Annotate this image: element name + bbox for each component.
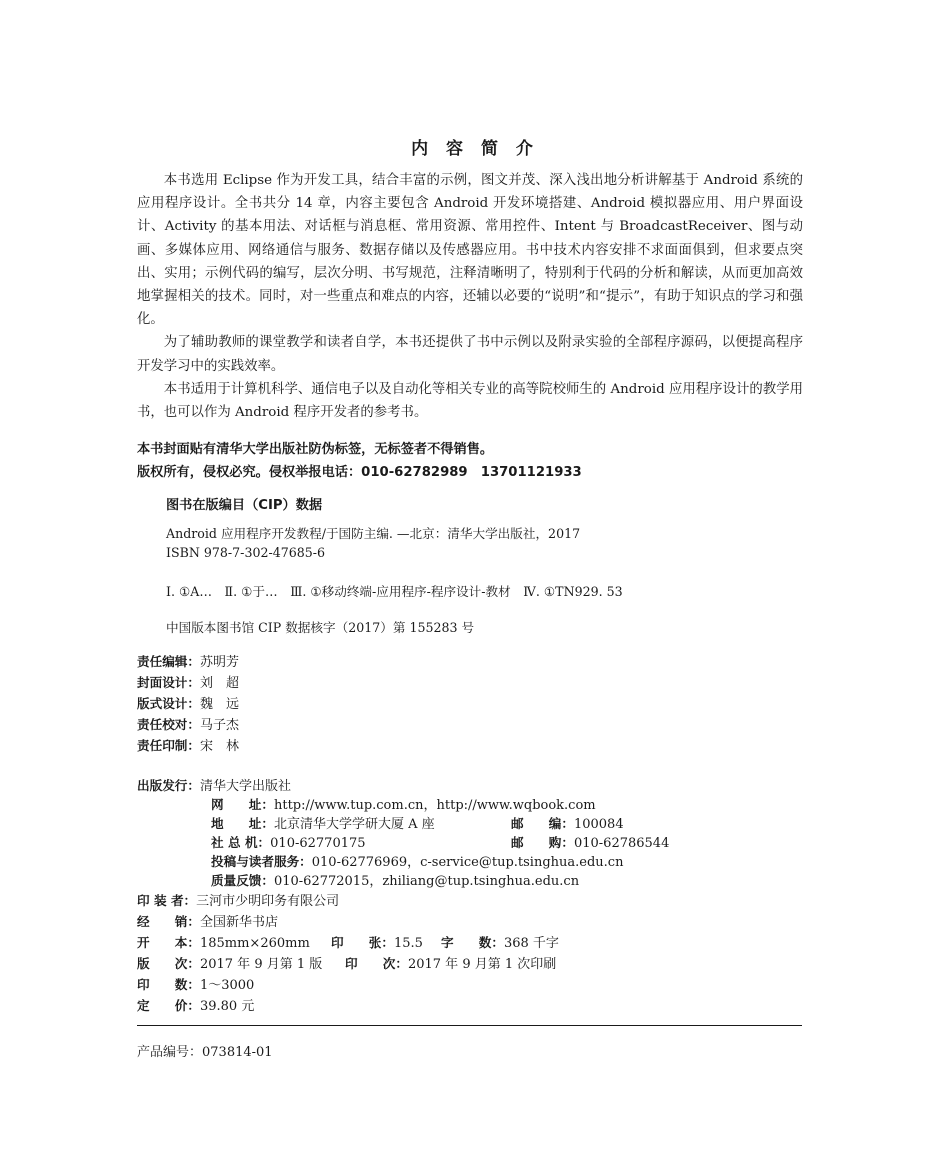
cip-line: Android 应用程序开发教程/于国防主编. —北京：清华大学出版社，2017: [166, 526, 581, 541]
edition-row: [137, 953, 322, 972]
edition-value: 2017 年 9 月第 1 版: [199, 957, 323, 972]
staff-label: 责任印制：: [137, 738, 200, 753]
cip-isbn: ISBN 978-7-302-47685-6: [166, 545, 326, 560]
distributor-value: 全国新华书店: [199, 915, 278, 930]
staff-value: 刘 超: [199, 676, 239, 691]
price-value: 39.80 元: [199, 999, 255, 1014]
intro-paragraph: 本书适用于计算机科学、通信电子以及自动化等相关专业的高等院校师生的 Android 应用程序设计的教学用书，也可以作为 Android 程序开发者的参考书。: [137, 381, 803, 421]
format-label: 开 本：: [137, 935, 200, 950]
words-row: [441, 932, 559, 951]
cip-heading: 图书在版编目（CIP）数据: [166, 498, 323, 513]
print-count-value: 1～3000: [199, 978, 255, 993]
intro-paragraph: 为了辅助教师的课堂教学和读者自学，本书还提供了书中示例以及附录实验的全部程序源码，以便提高程序开发学习中的实践效率。: [137, 335, 803, 374]
switchboard-value: 010-62770175: [270, 836, 366, 851]
staff-label: 责任编辑：: [137, 654, 200, 669]
printer-row: [137, 890, 339, 909]
staff-row: [137, 735, 239, 754]
distributor-label: 经 销：: [137, 914, 200, 929]
product-code: 产品编号：073814-01: [137, 1045, 273, 1060]
switchboard-label: 社 总 机：: [211, 835, 271, 850]
address-value: 北京清华大学学研大厦 A 座: [273, 817, 435, 832]
staff-value: 马子杰: [199, 718, 239, 733]
impression-label: 印 次：: [345, 956, 408, 971]
intro-paragraph: 本书选用 Eclipse 作为开发工具，结合丰富的示例，图文并茂、深入浅出地分析讲解基于 Android 系统的应用程序设计。全书共分 14 章，内容主要包含 Android 开发环境搭建、Android 模拟器应用、用户界面设计、Activity 的基本用法、对话框与消息框、常用资源、常用控件、Intent 与 BroadcastReceiver、图与动画、多媒体应用、网络通信与服务、数据存储以及传感器应用。书中技术内容安排不求面面俱到，但求要点突出、实用；示例代码的编写，层次分明、书写规范，注释清晰明了，特别利于代码的分析和解读，从而更加高效地掌握相关的技术。同时，对一些重点和难点的内容，还辅以必要的“说明”和“提示”，有助于知识点的学习和强化。: [137, 173, 803, 328]
copyright-notice: 版权所有，侵权必究。侵权举报电话：010-62782989 13701121933: [137, 465, 582, 480]
address-row: [211, 813, 435, 832]
impression-row: [345, 953, 556, 972]
address-label: 地 址：: [211, 816, 274, 831]
format-value: 185mm×260mm: [199, 936, 310, 951]
staff-value: 苏明芳: [199, 655, 239, 670]
words-value: 368 千字: [503, 936, 559, 951]
reader-service-label: 投稿与读者服务：: [211, 854, 312, 869]
switchboard-row: [211, 832, 366, 851]
staff-row: [137, 693, 239, 712]
cip-record-number: 中国版本图书馆 CIP 数据核字（2017）第 155283 号: [166, 620, 475, 635]
quality-feedback-label: 质量反馈：: [211, 873, 274, 888]
printer-value: 三河市少明印务有限公司: [196, 894, 340, 909]
sheets-label: 印 张：: [331, 935, 394, 950]
publisher-row: [137, 775, 291, 794]
website-label: 网 址：: [211, 797, 274, 812]
cip-classification: Ⅰ. ①A… Ⅱ. ①于… Ⅲ. ①移动终端-应用程序-程序设计-教材 Ⅳ. ①TN929. 53: [166, 584, 623, 599]
words-label: 字 数：: [441, 935, 504, 950]
staff-label: 版式设计：: [137, 696, 200, 711]
print-count-label: 印 数：: [137, 977, 200, 992]
staff-row: [137, 651, 239, 670]
edition-label: 版 次：: [137, 956, 200, 971]
staff-value: 魏 远: [199, 697, 239, 712]
zip-value: 100084: [573, 817, 624, 832]
impression-value: 2017 年 9 月第 1 次印刷: [407, 957, 557, 972]
mail-order-label: 邮 购：: [511, 835, 574, 850]
staff-value: 宋 林: [199, 739, 239, 754]
sheets-row: [331, 932, 423, 951]
zip-row: [511, 813, 624, 832]
divider: [137, 1025, 802, 1026]
quality-feedback-row: [211, 870, 579, 889]
publisher-label: 出版发行：: [137, 778, 200, 793]
price-label: 定 价：: [137, 998, 200, 1013]
reader-service-value: 010-62776969，c-service@tup.tsinghua.edu.cn: [311, 855, 624, 870]
website-value: http://www.tup.com.cn，http://www.wqbook.com: [273, 798, 596, 813]
zip-label: 邮 编：: [511, 816, 574, 831]
print-count-row: [137, 974, 254, 993]
mail-order-row: [511, 832, 669, 851]
sheets-value: 15.5: [393, 936, 423, 951]
anti-counterfeit-notice: 本书封面贴有清华大学出版社防伪标签，无标签者不得销售。: [137, 442, 494, 457]
staff-label: 封面设计：: [137, 675, 200, 690]
quality-feedback-value: 010-62772015，zhiliang@tup.tsinghua.edu.cn: [273, 874, 580, 889]
publisher-value: 清华大学出版社: [199, 779, 291, 794]
mail-order-value: 010-62786544: [573, 836, 670, 851]
page-title: 内 容 简 介: [411, 139, 539, 159]
price-row: [137, 995, 254, 1014]
format-row: [137, 932, 310, 951]
reader-service-row: [211, 851, 623, 870]
staff-row: [137, 714, 239, 733]
printer-label: 印 装 者：: [137, 893, 197, 908]
intro-body: [137, 169, 803, 424]
staff-row: [137, 672, 239, 691]
distributor-row: [137, 911, 278, 930]
staff-label: 责任校对：: [137, 717, 200, 732]
website-row: [211, 794, 596, 813]
